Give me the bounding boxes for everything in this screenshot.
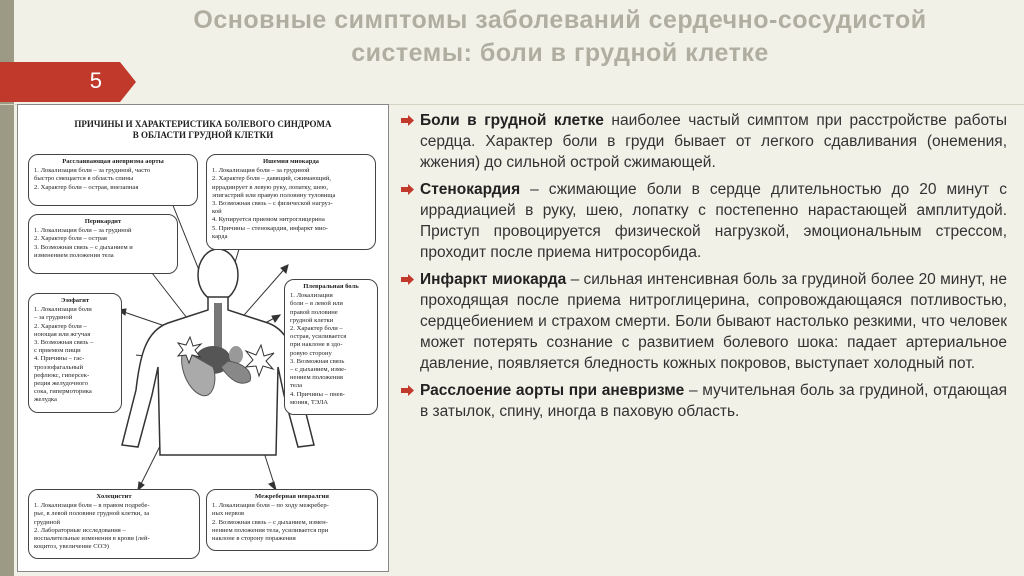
bullet-term: Стенокардия bbox=[420, 181, 521, 198]
box-line: 1. Локализация боли – за грудиной, часто bbox=[34, 167, 151, 175]
box-line: 3. Возможная связь bbox=[290, 357, 345, 365]
box-line: иррадиирует в левую руку, лопатку, шею, bbox=[212, 183, 329, 191]
bullet-item bbox=[400, 110, 1007, 173]
box-line: 1. Локализация боли – в правом подребе- bbox=[34, 502, 150, 510]
bullet-text: – сильная интенсивная боль за грудиной более 20 минут, не проходящая после приема нитроглицерина, сопровождающаяся потливостью, сердцебиением и страхом смерти. Боли бывают настолько резкими, что человек может потерять сознание с развитием болевого шока: падает артериальное давление, появляется бледность кожных покровов, выступает холодный пот. bbox=[420, 271, 1007, 372]
box-line: ровую сторону bbox=[290, 349, 332, 357]
box-line: острая, усиливается bbox=[290, 333, 347, 341]
bullet-text: наиболее частый симптом при расстройстве работы сердца. Характер боли в груди бывает от легкого сдавливания (онемения, жжения) до сильной острой сжимающей. bbox=[420, 112, 1008, 171]
box-line: ноющая или жгучая bbox=[34, 330, 91, 338]
box-line: мония, ТЭЛА bbox=[290, 398, 329, 406]
box-line: боли – в левой или bbox=[290, 300, 343, 308]
box-line: сока, гипермоторика bbox=[34, 388, 92, 396]
bullet-item bbox=[400, 380, 1007, 422]
box-line: 4. Причины – гас- bbox=[34, 355, 85, 363]
cholecystitis-box bbox=[28, 489, 200, 559]
box-line: тела bbox=[290, 382, 303, 390]
box-line: ных нервов bbox=[212, 510, 245, 518]
bullet-term: Расслоение аорты при аневризме bbox=[420, 382, 685, 399]
box-title: Перикардит bbox=[84, 218, 122, 225]
box-title: Плевральная боль bbox=[303, 283, 359, 290]
box-line: грудной клетки bbox=[290, 316, 334, 324]
box-line: 1. Локализация боли – по ходу межребер- bbox=[212, 502, 329, 510]
intercostal-neuralgia-box bbox=[206, 489, 378, 551]
bullet-item bbox=[400, 269, 1007, 374]
slide-title: Основные симптомы заболеваний сердечно-сосудистой системы: боли в грудной клетке bbox=[193, 6, 927, 67]
box-line: 4. Причины – пнев- bbox=[290, 390, 345, 398]
box-line: 2. Характер боли – давящий, сжимающий, bbox=[212, 175, 331, 183]
slide-number-badge bbox=[0, 62, 120, 102]
box-line: 1. Локализация боли – за грудиной bbox=[34, 227, 132, 235]
box-line: изменением положения тела bbox=[34, 251, 114, 259]
box-line: желудка bbox=[34, 396, 57, 404]
box-line: 1. Локализация bbox=[290, 292, 333, 300]
box-line: 3. Возможная связь – с дыханием и bbox=[34, 243, 133, 251]
box-title: Ишемия миокарда bbox=[263, 158, 319, 165]
slide-number-arrow bbox=[120, 62, 136, 102]
box-line: 3. Возможная связь – с физической нагруз- bbox=[212, 200, 333, 208]
esophagitis-box bbox=[28, 293, 122, 413]
box-line: кой bbox=[212, 208, 222, 216]
box-line: при наклоне в здо- bbox=[290, 341, 343, 349]
box-line: троэзофагальный bbox=[34, 363, 84, 371]
figure-title bbox=[18, 119, 388, 141]
bullet-list bbox=[400, 110, 1007, 428]
bullet-item bbox=[400, 179, 1007, 263]
pericarditis-box bbox=[28, 214, 178, 274]
box-line: нением положения тела, усиливается при bbox=[212, 526, 329, 534]
box-line: 2. Возможная связь – с дыханием, измен- bbox=[212, 518, 328, 526]
bullet-term: Инфаркт миокарда bbox=[420, 271, 567, 288]
arrow-bullet-icon bbox=[400, 272, 415, 287]
box-line: воспалительные изменения в крови (лей- bbox=[34, 535, 150, 543]
arrow-bullet-icon bbox=[400, 113, 415, 128]
box-line: карда bbox=[212, 232, 228, 240]
box-line: рье, в левой половине грудной клетки, за bbox=[34, 510, 150, 518]
figure-title-line2: В ОБЛАСТИ ГРУДНОЙ КЛЕТКИ bbox=[132, 130, 274, 140]
box-line: 1. Локализация боли bbox=[34, 306, 92, 314]
myocardial-ischemia-box bbox=[206, 154, 376, 250]
arrow-bullet-icon bbox=[400, 383, 415, 398]
box-line: рефлюкс, гиперсек- bbox=[34, 371, 90, 379]
box-line: коцитоз, увеличение СОЭ) bbox=[34, 543, 109, 551]
box-line: эпигастрий или правую половину туловища bbox=[212, 191, 336, 199]
box-title: Межреберная невралгия bbox=[255, 493, 329, 500]
box-line: 2. Характер боли – острая, внезапная bbox=[34, 183, 139, 191]
chest-pain-figure bbox=[17, 104, 389, 572]
box-title: Холецистит bbox=[96, 493, 132, 500]
box-line: 3. Возможная связь – bbox=[34, 339, 94, 347]
box-line: быстро смещается в область спины bbox=[34, 175, 134, 183]
box-line: 4. Купируется приемом нитроглицерина bbox=[212, 216, 325, 224]
box-line: 2. Характер боли – bbox=[34, 322, 87, 330]
box-line: 5. Причины – стенокардия, инфаркт мио- bbox=[212, 224, 328, 232]
box-line: грудиной bbox=[34, 518, 61, 526]
box-line: реция желудочного bbox=[34, 380, 88, 388]
box-line: 2. Характер боли – bbox=[290, 325, 343, 333]
box-line: 1. Локализация боли – за грудиной bbox=[212, 167, 310, 175]
box-line: – с дыханием, изме- bbox=[290, 366, 347, 374]
slide-number: 5 bbox=[89, 68, 102, 93]
box-title: Эзофагит bbox=[60, 297, 90, 304]
box-line: правой половине bbox=[290, 308, 338, 316]
pleural-pain-box bbox=[284, 279, 378, 415]
box-line: – за грудиной bbox=[34, 314, 73, 322]
aorta-aneurysm-box bbox=[28, 154, 198, 206]
figure-title-line1: ПРИЧИНЫ И ХАРАКТЕРИСТИКА БОЛЕВОГО СИНДРОМА bbox=[74, 119, 332, 129]
box-line: 2. Лабораторные исследования – bbox=[34, 526, 126, 534]
box-line: наклоне в сторону поражения bbox=[212, 535, 296, 543]
arrow-bullet-icon bbox=[400, 182, 415, 197]
bullet-term: Боли в грудной клетке bbox=[420, 112, 604, 129]
box-line: 2. Характер боли – острая bbox=[34, 235, 107, 243]
box-title: Расслаивающая аневризма аорты bbox=[62, 158, 164, 165]
box-line: с приемом пищи bbox=[34, 347, 81, 355]
bullet-text: – мучительная боль за грудиной, отдающая в затылок, спину, иногда в паховую область. bbox=[420, 382, 1007, 420]
box-line: нением положения bbox=[290, 374, 343, 382]
bullet-text: – сжимающие боли в сердце длительностью до 20 минут с иррадиацией в руку, шею, лопатку с постепенно нарастающей амплитудой. Приступ провоцируется физической нагрузкой, эмоциональным стрессом, проходит после приема нитросорбида. bbox=[420, 181, 1007, 261]
